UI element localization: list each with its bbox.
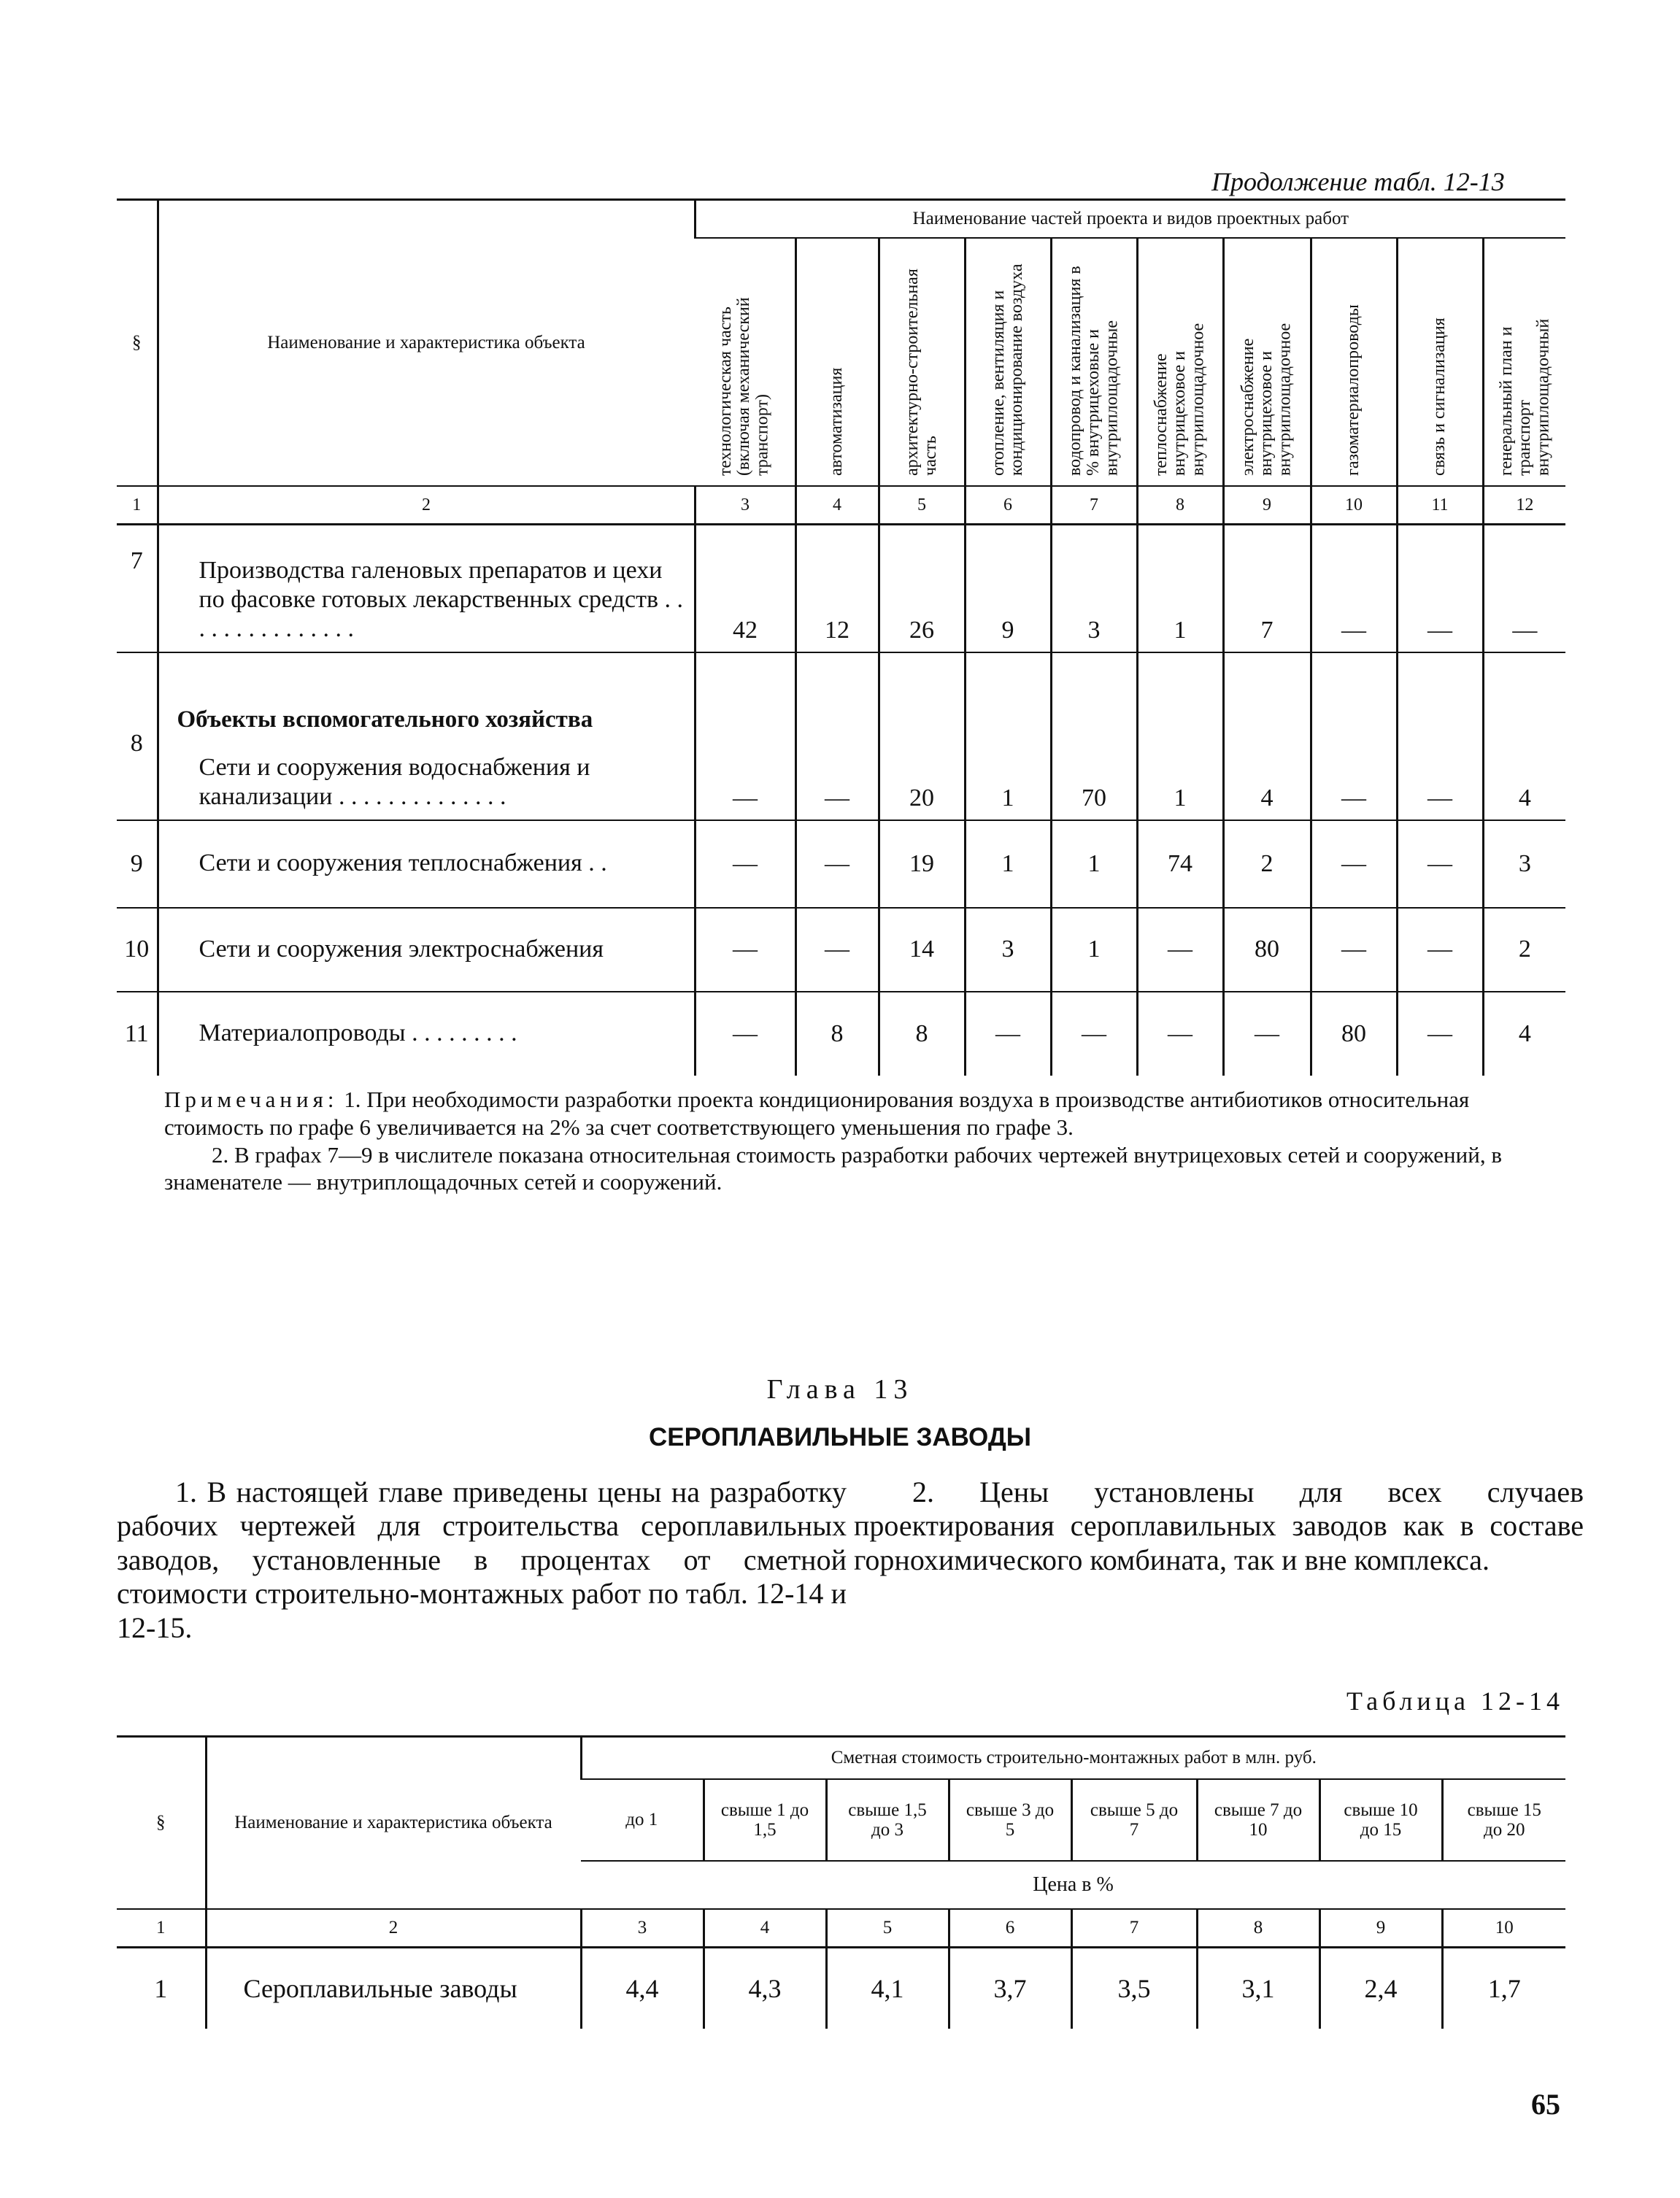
cell-value: — [1311,525,1397,652]
table-row [117,1948,1565,2029]
cell-value: 42 [695,525,795,652]
t2-col-number: 8 [1197,1909,1319,1948]
col-header-8 [1137,238,1223,486]
paragraph-1-text: 1. В настоящей главе приведены цены на разработку рабочих чертежей для строительства сероплавильных заводов, установленные в процентах от сметной стоимости строительно-монтажных работ по табл. 12-14 и 12-15. [117,1476,847,1644]
cell-value: 70 [1051,652,1137,820]
col-header-text: архитектурно-строительная часть [902,269,940,476]
cell-value: 8 [879,992,965,1076]
cell-value: — [965,992,1051,1076]
col-header-11 [1397,238,1483,486]
t2-range-header: свыше 10 до 15 [1319,1779,1442,1861]
cell-value: 4,4 [581,1948,704,2029]
t2-col-number: 3 [581,1909,704,1948]
cell-value: 74 [1137,820,1223,908]
note-2: 2. В графах 7—9 в числителе показана относительная стоимость разработки рабочих чертежей внутрицеховых сетей и сооружений, в знаменателе — внутриплощадочных сетей и сооружений. [164,1141,1502,1195]
col-header-5 [879,238,965,486]
cell-value: 14 [879,908,965,992]
cell-value: 4 [1483,992,1565,1076]
table-row [117,908,1565,992]
cell-value: 9 [965,525,1051,652]
row-name-text: Сети и сооружения электроснабжения [199,935,604,963]
cell-value: — [1397,652,1483,820]
col-header-6 [965,238,1051,486]
col-number: 6 [965,486,1051,525]
col-number: 11 [1397,486,1483,525]
cell-value: 3,7 [949,1948,1071,2029]
paragraph-2-text: 2. Цены установлены для всех случаев проектирования сероплавильных заводов как в составе горнохимического комбината, так и вне комплекса. [854,1476,1584,1576]
cell-value: — [1137,908,1223,992]
col-header-text: отопление, вентиляция и кондиционирование воздуха [988,263,1026,476]
row-name-text: Сети и сооружения теплоснабжения . . [199,849,607,877]
col-header-9 [1223,238,1311,486]
cell-value: 20 [879,652,965,820]
t2-range-header: свыше 1,5 до 3 [826,1779,949,1861]
col-header-text: газоматериалопроводы [1344,304,1363,476]
row-name: Сероплавильные заводы [206,1948,581,2029]
group-header: Наименование частей проекта и видов проектных работ [695,200,1565,239]
t2-col-number: 2 [206,1909,581,1948]
cell-value: — [1397,820,1483,908]
cell-value: 3 [1483,820,1565,908]
cell-value: 3,5 [1071,1948,1197,2029]
row-name-text: Материалопроводы . . . . . . . . . [199,1019,517,1047]
t2-col-object-name: Наименование и характеристика объекта [206,1737,581,1910]
cell-value: 4,3 [704,1948,826,2029]
cell-value: 4 [1483,652,1565,820]
t2-col-number: 9 [1319,1909,1442,1948]
col-header-text: водопровод и канализация в % внутрицеховые и внутриплощадочные [1066,266,1122,476]
col-header-text: электроснабжение внутрицеховое и внутриплощадочное [1238,323,1295,476]
t2-range-header: свыше 5 до 7 [1071,1779,1197,1861]
cell-value: 1 [1051,908,1137,992]
cell-value: 7 [1223,525,1311,652]
col-number: 3 [695,486,795,525]
row-name-text: Производства галеновых препаратов и цехи по фасовке готовых лекарственных средств . . . . . . . . . . . . . . . [199,557,683,643]
table-row [117,992,1565,1076]
row-name-text: Сети и сооружения водоснабжения и канализации . . . . . . . . . . . . . . [199,754,590,811]
cell-value: — [695,908,795,992]
cell-value: — [1311,652,1397,820]
row-name [158,820,695,908]
col-number: 10 [1311,486,1397,525]
notes-label: Примечания: [164,1087,339,1112]
page-number: 65 [1531,2088,1560,2121]
t2-col-number: 6 [949,1909,1071,1948]
chapter-title: СЕРОПЛАВИЛЬНЫЕ ЗАВОДЫ [648,1423,1032,1451]
cell-value: — [1051,992,1137,1076]
row-section: 11 [117,992,158,1076]
row-name [158,652,695,820]
cell-value: 1,7 [1442,1948,1565,2029]
col-header-3 [695,238,795,486]
col-number: 4 [795,486,879,525]
cell-value: — [795,652,879,820]
cell-value: 2 [1223,820,1311,908]
table-row [117,525,1565,652]
cell-value: 19 [879,820,965,908]
cell-value: — [1397,525,1483,652]
cell-value: 1 [965,820,1051,908]
section-title: Объекты вспомогательного хозяйства [177,706,593,733]
col-object-name: Наименование и характеристика объекта [158,200,695,487]
row-name [158,992,695,1076]
col-number: 12 [1483,486,1565,525]
t2-col-section: § [117,1737,206,1910]
cell-value: — [1223,992,1311,1076]
table-12-14-label: Таблица 12-14 [1346,1686,1564,1716]
cell-value: 1 [965,652,1051,820]
t2-group-header: Сметная стоимость строительно-монтажных работ в млн. руб. [581,1737,1565,1780]
cell-value: — [1311,820,1397,908]
cell-value: — [695,820,795,908]
row-name [158,908,695,992]
t2-range-header: до 1 [625,1810,658,1830]
row-name [158,525,695,652]
row-section: 9 [117,820,158,908]
cell-value: 3 [1051,525,1137,652]
cell-value: 1 [1137,652,1223,820]
paragraph-1 [117,1476,847,1645]
table-12-13 [117,198,1565,1076]
table-row [117,820,1565,908]
col-number: 9 [1223,486,1311,525]
cell-value: 1 [1051,820,1137,908]
note-1: 1. При необходимости разработки проекта кондиционирования воздуха в производстве антибиотиков относительная стоимость по графе 6 увеличивается на 2% за счет соответствующего уменьшения по графе 3. [164,1087,1470,1140]
col-header-7 [1051,238,1137,486]
cell-value: 4 [1223,652,1311,820]
col-number: 7 [1051,486,1137,525]
col-number: 5 [879,486,965,525]
t2-range-header: свыше 1 до 1,5 [704,1779,826,1861]
cell-value: 3 [965,908,1051,992]
table-12-14 [117,1735,1565,2029]
col-header-12 [1483,238,1565,486]
col-number: 1 [117,486,158,525]
col-header-10 [1311,238,1397,486]
col-header-text: связь и сигнализация [1430,317,1449,476]
cell-value: 2,4 [1319,1948,1442,2029]
cell-value: — [695,992,795,1076]
row-section: 8 [117,652,158,820]
cell-value: 12 [795,525,879,652]
col-header-4 [795,238,879,486]
col-number: 2 [158,486,695,525]
t2-col-number: 1 [117,1909,206,1948]
col-header-text: автоматизация [827,367,847,476]
table-row [117,652,1565,820]
row-section: 1 [154,1974,168,2003]
cell-value: 80 [1223,908,1311,992]
notes [164,1086,1569,1196]
t2-range-header: свыше 15 до 20 [1442,1779,1565,1861]
col-header-text: теплоснабжение внутрицеховое и внутриплощадочное [1152,323,1208,476]
cell-value: 8 [795,992,879,1076]
chapter-label: Глава 13 [766,1374,914,1405]
cell-value: 26 [879,525,965,652]
col-number: 8 [1137,486,1223,525]
cell-value: — [1311,908,1397,992]
cell-value: — [1137,992,1223,1076]
cell-value: — [795,820,879,908]
t2-col-number: 7 [1071,1909,1197,1948]
cell-value: — [1397,908,1483,992]
t2-col-number: 4 [704,1909,826,1948]
row-section: 7 [130,547,143,574]
col-section: § [117,200,158,487]
cell-value: — [695,652,795,820]
t2-col-number: 5 [826,1909,949,1948]
cell-value: — [1483,525,1565,652]
cell-value: — [795,908,879,992]
continuation-label: Продолжение табл. 12-13 [1211,167,1505,196]
cell-value: 3,1 [1197,1948,1319,2029]
t2-range-header: свыше 7 до 10 [1197,1779,1319,1861]
cell-value: 80 [1311,992,1397,1076]
paragraph-2 [854,1476,1584,1577]
cell-value: 4,1 [826,1948,949,2029]
row-section: 10 [117,908,158,992]
t2-price-header: Цена в % [581,1861,1565,1909]
cell-value: 1 [1137,525,1223,652]
t2-range-header: свыше 3 до 5 [949,1779,1071,1861]
cell-value: — [1397,992,1483,1076]
col-header-text: технологическая часть (включая механический транспорт) [716,297,772,476]
cell-value: 2 [1483,908,1565,992]
t2-col-number: 10 [1442,1909,1565,1948]
col-header-text: генеральный план и транспорт внутриплощадочный [1496,318,1552,476]
